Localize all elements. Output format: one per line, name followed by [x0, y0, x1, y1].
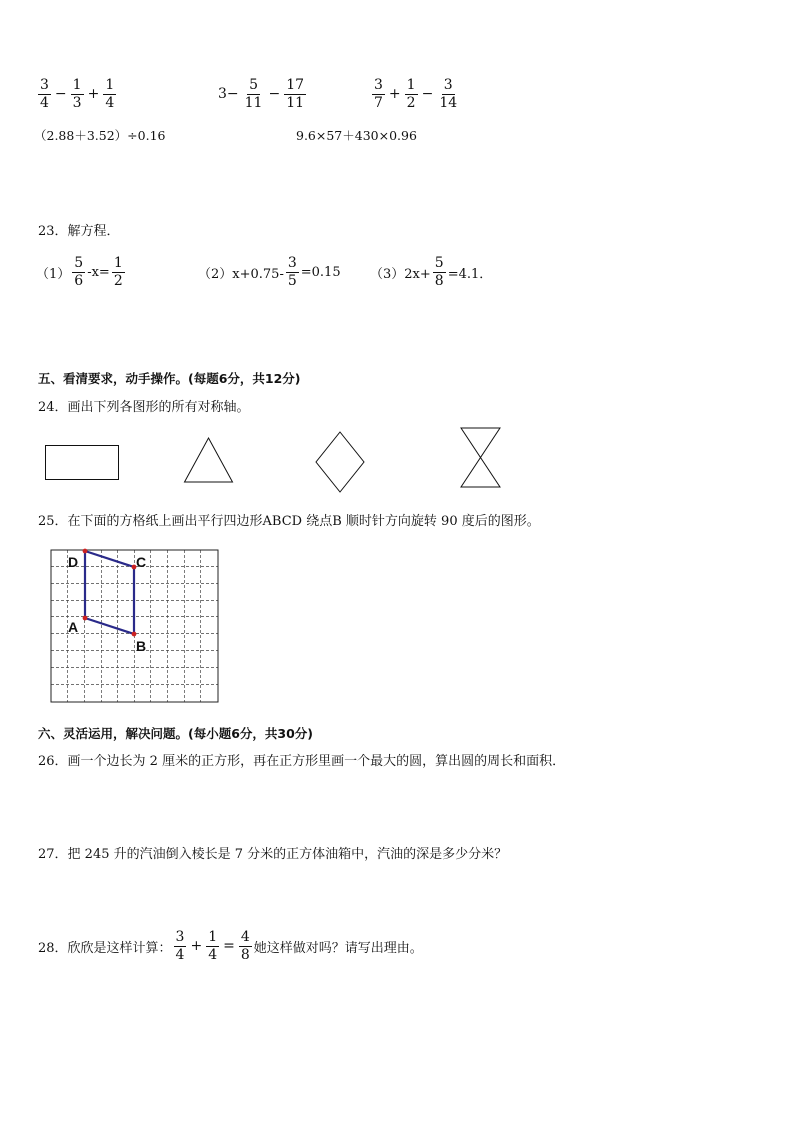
fraction: $\frac{3}{4}$ — [175, 929, 185, 963]
point-d — [83, 549, 88, 554]
question-27: 27．把 245 升的汽油倒入棱长是 7 分米的正方体油箱中，汽油的深是多少分米？ — [38, 847, 508, 862]
question-25: 25．在下面的方格纸上画出平行四边形ABCD 绕点B 顺时针方向旋转 90 度后的图形。 — [38, 514, 540, 529]
point-b — [132, 632, 137, 637]
calc-expression-2: 3− $\frac{5}{11}$ − $\frac{17}{11}$ — [218, 77, 305, 111]
fraction: $\frac{1}{4}$ — [208, 929, 218, 963]
label-d: D — [68, 554, 79, 570]
calc-expression-1: $\frac{3}{4}$ − $\frac{1}{3}$ + $\frac{1}{4}$ — [40, 77, 115, 111]
label-b: B — [136, 638, 147, 654]
fraction: $\frac{17}{11}$ — [286, 77, 305, 111]
label-c: C — [136, 554, 147, 570]
symmetry-shapes — [0, 420, 560, 500]
equation-3: （3）2x+ $\frac{5}{8}$ =4.1． — [370, 255, 493, 289]
equation-1: （1） $\frac{5}{6}$ -x= $\frac{1}{2}$ — [36, 255, 123, 289]
fraction: $\frac{1}{2}$ — [113, 255, 123, 289]
fraction: $\frac{5}{8}$ — [434, 255, 444, 289]
question-26: 26．画一个边长为 2 厘米的正方形，再在正方形里画一个最大的圆，算出圆的周长和面积． — [38, 754, 566, 769]
fraction: $\frac{3}{5}$ — [287, 255, 297, 289]
fraction: $\frac{3}{4}$ — [40, 77, 49, 111]
fraction: $\frac{1}{4}$ — [105, 77, 115, 111]
equation-2: （2）x+0.75- $\frac{3}{5}$ =0.15 — [198, 255, 341, 289]
fraction: $\frac{1}{2}$ — [406, 77, 416, 111]
rectangle-shape — [46, 446, 119, 480]
fraction: $\frac{3}{7}$ — [374, 77, 383, 111]
fraction: $\frac{3}{14}$ — [439, 77, 458, 111]
rhombus-shape — [316, 432, 364, 492]
label-a: A — [68, 619, 79, 635]
section-6-heading: 六、灵活运用，解决问题。(每小题6分，共30分) — [38, 726, 314, 741]
section-5-heading: 五、看清要求，动手操作。(每题6分，共12分) — [38, 371, 301, 386]
parallelogram-abcd — [85, 551, 134, 634]
calc-expression-4: （2.88＋3.52）÷0.16 — [34, 128, 166, 143]
question-23-title: 23．解方程． — [38, 224, 120, 239]
grid-paper — [44, 546, 224, 708]
fraction: $\frac{5}{11}$ — [244, 77, 263, 111]
question-28: 28．欣欣是这样计算： $\frac{3}{4}$ + $\frac{1}{4}$ = $\frac{4}{8}$ 她这样做对吗？请写出理由。 — [38, 929, 423, 963]
fraction: $\frac{4}{8}$ — [240, 929, 250, 963]
triangle-shape — [185, 438, 233, 482]
question-24: 24．画出下列各图形的所有对称轴。 — [38, 400, 250, 415]
fraction: $\frac{5}{6}$ — [74, 255, 84, 289]
hourglass-shape — [461, 428, 500, 487]
calc-expression-5: 9.6×57＋430×0.96 — [296, 128, 417, 143]
point-a — [83, 616, 88, 621]
calc-expression-3: $\frac{3}{7}$ + $\frac{1}{2}$ − $\frac{3}{14}$ — [374, 77, 458, 111]
fraction: $\frac{1}{3}$ — [72, 77, 82, 111]
